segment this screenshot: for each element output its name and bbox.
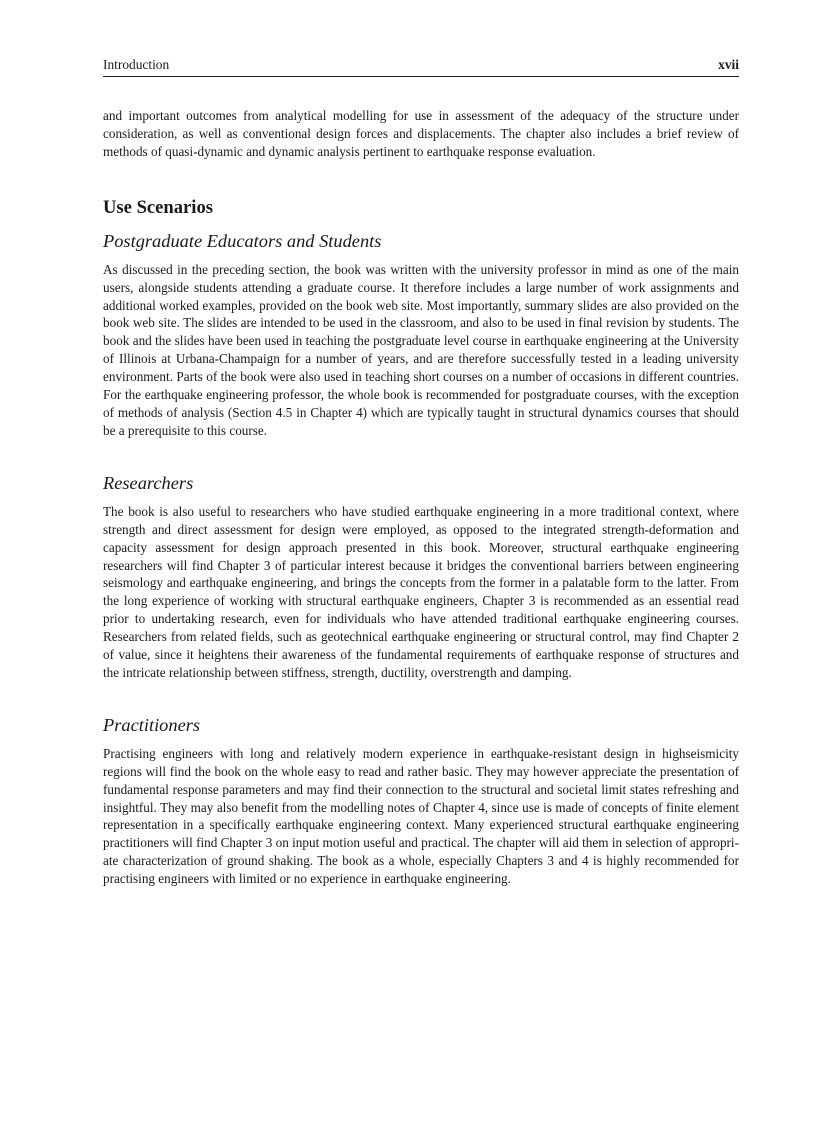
page-number: xvii (718, 57, 739, 72)
subsection-heading-researchers: Researchers (103, 472, 194, 493)
intro-continuation-paragraph: and important outcomes from analytical modelling for use in assessment of the adequacy of the structure under consideration, as well as conventional design forces and displacements. The chapter also includes a brief review of methods of quasi-dynamic and dynamic analysis pertinent to earthquake response evaluation. (103, 108, 739, 159)
paragraph-researchers: The book is also useful to researchers who have studied earthquake engineering in a more traditional context, where strength and direct assessment for design were employed, as opposed to the integrated strength-deformation and capacity assessment for design approach presented in this book. Moreover, structural earthquake engineering researchers will find Chapter 3 of particular interest because it bridges the conventional barriers between engineering seismology and earthquake engineering, and brings the concepts from the former in a palatable form to the latter. From the long experience of working with structural earthquake engineers, Chapter 3 is recommended as an essential read prior to undertaking research, even for individuals who have attended traditional earthquake engineering courses. Researchers from related fields, such as geotechnical earthquake engineering or structural control, may find Chapter 2 of value, since it heightens their awareness of the fundamental requirements of earthquake response of structures and the intricate relationship between stiffness, strength, ductility, overstrength and damping. (103, 503, 739, 680)
running-header (103, 56, 739, 77)
paragraph-practitioners: Practising engineers with long and relatively modern experience in earthquake-resistant design in highseismicity regions will find the book on the whole easy to read and rather basic. They may however appreciate the presentation of fundamental response parameters and may find their connection to the structural and societal limit states refreshing and insightful. They may also benefit from the modelling notes of Chapter 4, since use is made of concepts of finite element representation in a specifically earthquake engineering context. Many experienced structural earthquake engineering practitioners will find Chapter 3 on input motion useful and practical. The chapter will aid them in selection of appropriate characterization of ground shaking. The book as a whole, especially Chapters 3 and 4 is highly recommended for practising engineers with limited or no experience in earthquake engineering. (103, 745, 739, 887)
running-head-chapter: Introduction (103, 57, 170, 72)
page-content (103, 107, 739, 888)
paragraph-postgraduate: As discussed in the preceding section, the book was written with the university professor in mind as one of the main users, alongside students attending a graduate course. It therefore includes a large number of work assignments and additional worked examples, provided on the book web site. Most importantly, summary slides are also provided on the book web site. The slides are intended to be used in the classroom, and also to be used in final revision by students. The book and the slides have been used in teaching the postgraduate level course in earthquake engineering at the University of Illinois at Urbana-Champaign for a number of years, and are therefore successfully tested in a leading university environment. Parts of the book were also used in teaching short courses on a number of occasions in different countries. For the earthquake engineering professor, the whole book is recommended for postgraduate courses, with the exception of methods of analysis (Section 4.5 in Chapter 4) which are typically taught in structural dynamics courses that should be a prerequisite to this course. (103, 261, 739, 438)
section-heading-use-scenarios: Use Scenarios (103, 196, 214, 218)
subsection-heading-postgraduate: Postgraduate Educators and Students (103, 230, 382, 251)
subsection-heading-practitioners: Practitioners (103, 714, 201, 735)
